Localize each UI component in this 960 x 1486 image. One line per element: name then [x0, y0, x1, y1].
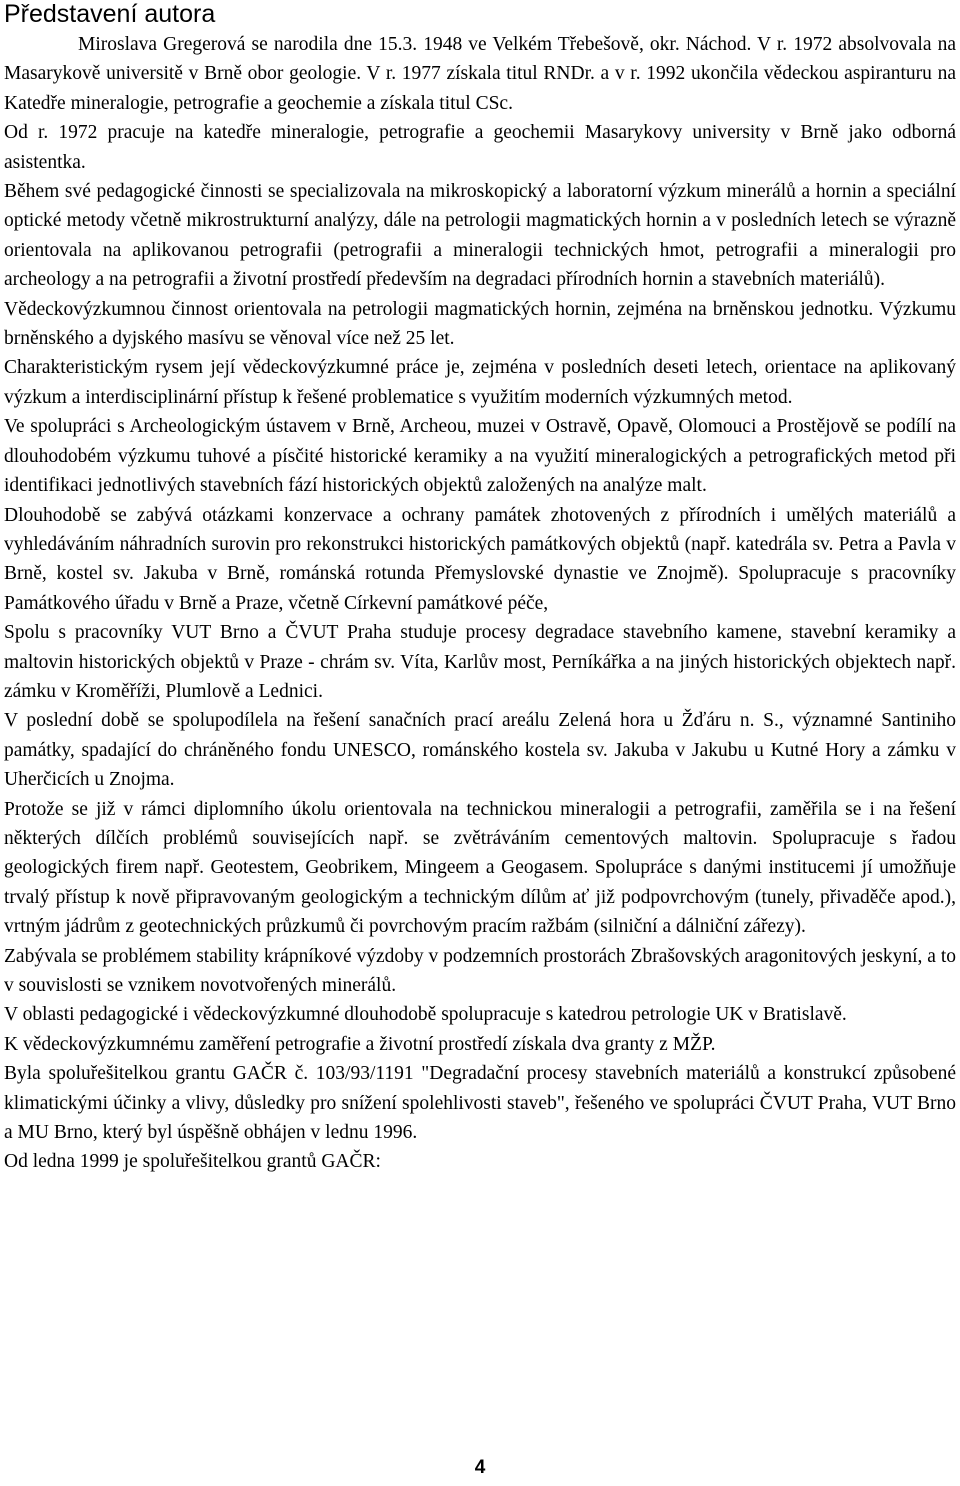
paragraph-grants-mzp: K vědeckovýzkumnému zaměření petrografie a životní prostředí získala dva granty z MŽP. — [4, 1033, 716, 1055]
paragraph-technical-mineralogy: Protože se již v rámci diplomního úkolu orientovala na technickou mineralogii a petrografii, zaměřila se i na řešení některých dílčích problémů souvisejících např. se zvětráváním cementových maltovin. Spolupracuje s řadou geologických firem např. Geotestem, Geobrikem, Mingeem a Geogasem. Spolupráce s danými institucemi jí umožňuje trvalý přístup k nově připravovaným geologickým a technickým dílům ať již podpovrchovým (tunely, přivaděče apod.), vrtným jádrům z geotechnických průzkumů či povrchovým pracím ražbám (silniční a dálniční zářezy). — [4, 798, 956, 938]
paragraph-bratislava: V oblasti pedagogické i vědeckovýzkumné dlouhodobě spolupracuje s katedrou petrologie UK v Bratislavě. — [4, 1004, 847, 1026]
paragraph-sanation: V poslední době se spolupodílela na řešení sanačních prací areálu Zelená hora u Žďáru n. S., významné Santiniho památky, spadající do chráněného fondu UNESCO, románského kostela sv. Jakuba v Jakubu u Kutné Hory a zámku v Uherčicích u Znojma. — [4, 710, 956, 791]
paragraph-grant-gacr: Byla spoluřešitelkou grantu GAČR č. 103/93/1191 "Degradační procesy stavebních materiálů a konstrukcí způsobené klimatickými účinky a vlivy, důsledky pro snížení spolehlivosti staveb", řešeného ve spolupráci ČVUT Praha, VUT Brno a MU Brno, který byl úspěšně obhájen v lednu 1996. — [4, 1063, 956, 1144]
paragraph-degradation: Spolu s pracovníky VUT Brno a ČVUT Praha studuje procesy degradace stavebního kamene, stavební keramiky a maltovin historických objektů v Praze - chrám sv. Víta, Karlův most, Perníkářka a na jiných historických objektech např. zámku v Kroměříži, Plumlově a Lednici. — [4, 622, 956, 702]
paragraph-conservation: Dlouhodobě se zabývá otázkami konzervace a ochrany památek zhotovených z přírodních i umělých materiálů a vyhledáváním náhradních surovin pro rekonstrukci historických památkových objektů (např. katedrála sv. Petra a Pavla v Brně, kostel sv. Jakuba v Brně, románská rotunda Přemyslovské dynastie ve Znojmě). Spolupracuje s pracovníky Památkového úřadu v Brně a Praze, včetně Církevní památkové péče, — [4, 504, 956, 614]
paragraph-research-character: Charakteristickým rysem její vědeckovýzkumné práce je, zejména v posledních deseti letech, orientace na aplikovaný výzkum a interdisciplinární přístup k řešené problematice s využitím moderních výzkumných metod. — [4, 357, 956, 408]
paragraph-pedagogy: Během své pedagogické činnosti se specializovala na mikroskopický a laboratorní výzkum minerálů a hornin a speciální optické metody včetně mikrostrukturní analýzy, dále na petrologii magmatických hornin a v posledních letech se výrazně orientovala na aplikovanou petrografii (petrografii a mineralogii technických hmot, petrografii a mineralogii pro archeology a na petrografii a životní prostředí především na degradaci přírodních hornin a stavebních materiálů). — [4, 181, 956, 291]
paragraph-research: Vědeckovýzkumnou činnost orientovala na petrologii magmatických hornin, zejména na brněnskou jednotku. Výzkumu brněnského a dyjského masívu se věnoval více než 25 let. — [4, 298, 956, 350]
paragraph-archeology: Ve spolupráci s Archeologickým ústavem v Brně, Archeou, muzei v Ostravě, Opavě, Olomouci a Prostějově se podílí na dlouhodobém výzkumu tuhové a písčité historické keramiky a na využití mineralogických a petrografických metod při identifikaci jednotlivých stavebních fází historických objektů založených na analýze malt. — [4, 416, 956, 497]
page-title: Představení autora — [4, 0, 216, 28]
paragraph-caves: Zabývala se problémem stability krápníkové výzdoby v podzemních prostorách Zbrašovských aragonitových jeskyní, a to v souvislosti se vznikem novotvořených minerálů. — [4, 945, 956, 996]
paragraph-employment: Od r. 1972 pracuje na katedře mineralogie, petrografie a geochemii Masarykovy university v Brně jako odborná asistentka. — [4, 122, 956, 173]
paragraph-grants-1999: Od ledna 1999 je spoluřešitelkou grantů GAČR: — [4, 1151, 381, 1173]
paragraph-biography: Miroslava Gregerová se narodila dne 15.3. 1948 ve Velkém Třebešově, okr. Náchod. V r. 1972 absolvovala na Masarykově universitě v Brně obor geologie. V r. 1977 získala titul RNDr. a v r. 1992 ukončila vědeckou aspiranturu na Katedře mineralogie, petrografie a geochemie a získala titul CSc. — [4, 34, 956, 114]
document-body — [4, 30, 956, 1177]
page-number: 4 — [474, 1457, 486, 1478]
